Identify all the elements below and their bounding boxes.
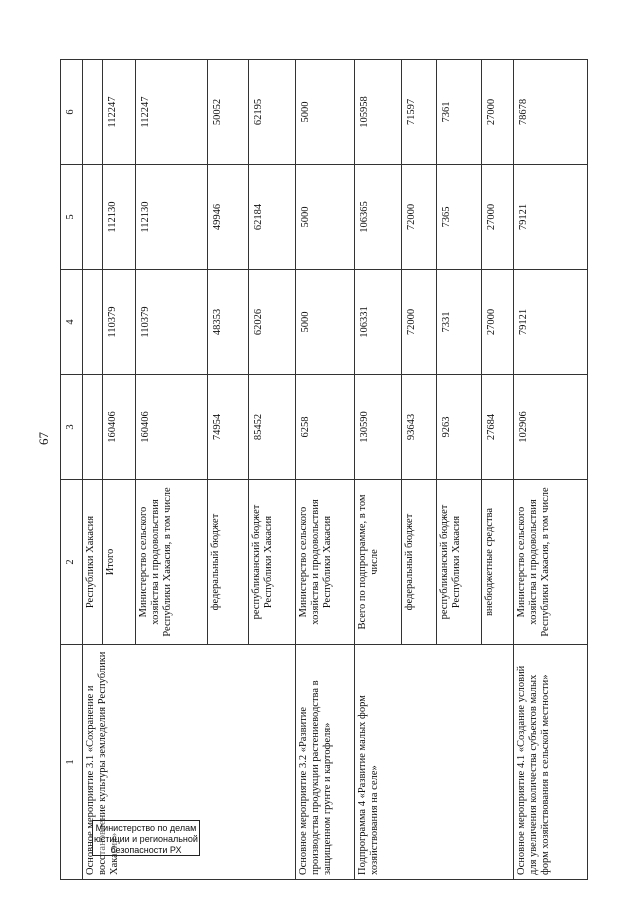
value-cell (83, 60, 103, 165)
value-cell: 78678 (514, 60, 588, 165)
value-cell: 62184 (248, 165, 295, 270)
value-cell (83, 375, 103, 480)
value-cell: 106365 (354, 165, 401, 270)
value-cell: 112130 (136, 165, 208, 270)
value-cell: 48353 (207, 270, 248, 375)
executor-cell: Министерство сельского хозяйства и продовольствия Республики Хакасия, в том числе (514, 480, 588, 645)
value-cell: 27000 (481, 60, 514, 165)
stamp-line: Министерство по делам (95, 823, 197, 833)
value-cell: 71597 (401, 60, 436, 165)
value-cell: 93643 (401, 375, 436, 480)
executor-cell: республиканский бюджет Республики Хакасия (436, 480, 481, 645)
stamp-line: юстиции и региональной (94, 834, 198, 844)
table-row (295, 60, 354, 880)
table-row (83, 60, 103, 880)
budget-table (60, 59, 588, 880)
table-row (354, 60, 401, 880)
value-cell: 110379 (136, 270, 208, 375)
value-cell: 72000 (401, 165, 436, 270)
header-row (61, 60, 83, 880)
header-cell: 4 (61, 270, 83, 375)
value-cell: 112247 (136, 60, 208, 165)
executor-cell: федеральный бюджет (401, 480, 436, 645)
value-cell: 5000 (295, 270, 354, 375)
value-cell: 7361 (436, 60, 481, 165)
value-cell: 7365 (436, 165, 481, 270)
value-cell: 72000 (401, 270, 436, 375)
program-name-cell: Основное мероприятие 4.1 «Создание условий для увеличения количества субъектов малых форм хозяйствования в сельской местности» (514, 645, 588, 880)
value-cell: 62195 (248, 60, 295, 165)
value-cell: 102906 (514, 375, 588, 480)
executor-cell: внебюджетные средства (481, 480, 514, 645)
header-cell: 6 (61, 60, 83, 165)
value-cell: 27684 (481, 375, 514, 480)
value-cell: 27000 (481, 165, 514, 270)
value-cell: 62026 (248, 270, 295, 375)
executor-cell: Итого (103, 480, 136, 645)
value-cell: 74954 (207, 375, 248, 480)
value-cell (83, 270, 103, 375)
value-cell: 112247 (103, 60, 136, 165)
value-cell: 106331 (354, 270, 401, 375)
executor-cell: Министерство сельского хозяйства и продовольствия Республики Хакасия, в том числе (136, 480, 208, 645)
page-number: 67 (36, 432, 51, 445)
registration-stamp (92, 820, 200, 856)
header-cell: 1 (61, 645, 83, 880)
program-name-cell: Основное мероприятие 3.1 «Сохранение и восстановление культуры земледелия Республики Хакасия» (83, 645, 296, 880)
executor-cell: Министерство сельского хозяйства и продовольствия Республики Хакасия (295, 480, 354, 645)
value-cell: 130590 (354, 375, 401, 480)
value-cell: 112130 (103, 165, 136, 270)
header-cell: 5 (61, 165, 83, 270)
value-cell: 110379 (103, 270, 136, 375)
value-cell: 50052 (207, 60, 248, 165)
program-name-cell: Основное мероприятие 3.2 «Развитие производства продукции растениеводства в защищенном грунте и картофеля» (295, 645, 354, 880)
value-cell: 5000 (295, 165, 354, 270)
value-cell: 6258 (295, 375, 354, 480)
value-cell (83, 165, 103, 270)
executor-cell: Всего по подпрограмме, в том числе (354, 480, 401, 645)
value-cell: 79121 (514, 165, 588, 270)
executor-cell: федеральный бюджет (207, 480, 248, 645)
value-cell: 5000 (295, 60, 354, 165)
value-cell: 85452 (248, 375, 295, 480)
value-cell: 160406 (103, 375, 136, 480)
value-cell: 105958 (354, 60, 401, 165)
value-cell: 160406 (136, 375, 208, 480)
rotated-table-container (60, 60, 588, 880)
value-cell: 79121 (514, 270, 588, 375)
executor-cell: Республики Хакасия (83, 480, 103, 645)
table-row (514, 60, 588, 880)
header-cell: 2 (61, 480, 83, 645)
executor-cell: республиканский бюджет Республики Хакасия (248, 480, 295, 645)
program-name-cell: Подпрограмма 4 «Развитие малых форм хозяйствования на селе» (354, 645, 513, 880)
header-cell: 3 (61, 375, 83, 480)
value-cell: 9263 (436, 375, 481, 480)
value-cell: 27000 (481, 270, 514, 375)
value-cell: 49946 (207, 165, 248, 270)
stamp-line: безопасности РХ (110, 845, 182, 855)
value-cell: 7331 (436, 270, 481, 375)
